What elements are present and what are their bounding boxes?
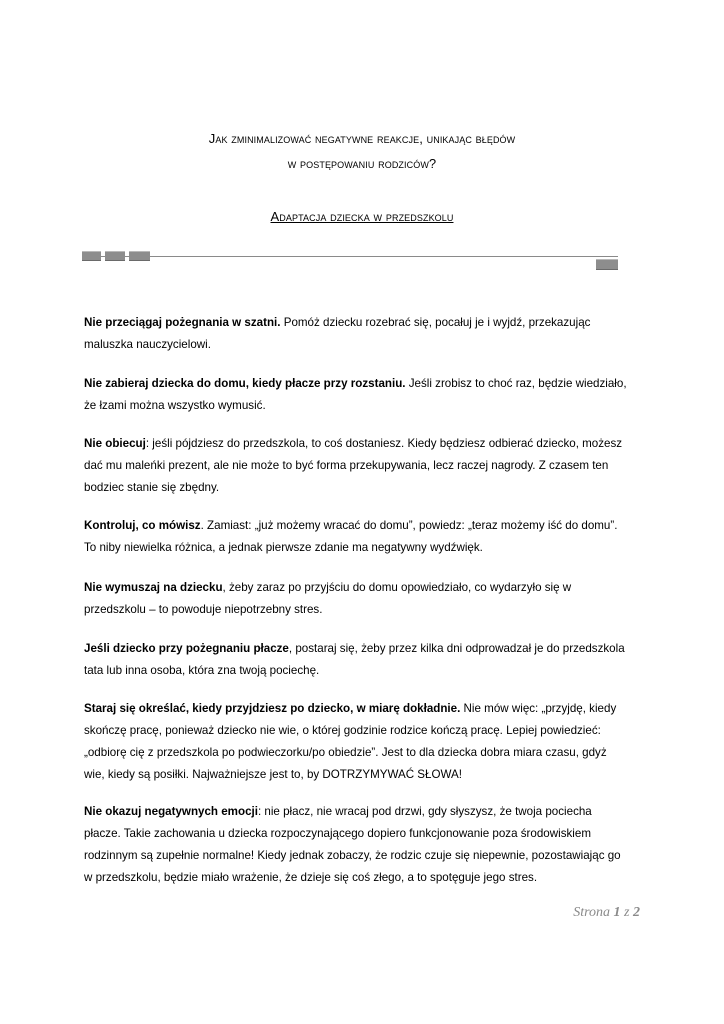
page-subtitle: Adaptacja dziecka w przedszkolu bbox=[270, 209, 454, 224]
paragraph-text: „odbiorę cię z przedszkola po podwieczorku/po obiedzie”. Jest to dla dziecka dobra miara czasu, gdyż bbox=[84, 746, 607, 759]
paragraph-text: To niby niewielka różnica, a jednak pierwsze zdanie ma negatywny wydźwięk. bbox=[84, 541, 483, 554]
paragraph-text: tata lub inna osoba, która zna twoją pociechę. bbox=[84, 664, 320, 677]
paragraph bbox=[84, 312, 644, 356]
divider-block bbox=[105, 251, 125, 261]
divider-block bbox=[596, 259, 618, 270]
page-label: Strona bbox=[573, 905, 611, 920]
paragraph-text: przedszkolu – to powoduje niepotrzebny stres. bbox=[84, 603, 323, 616]
paragraph-lead: w miarę dokładnie. bbox=[356, 702, 461, 715]
paragraph bbox=[84, 577, 644, 621]
paragraph-text: rodzinnym są zupełnie normalne! Kiedy jednak zobaczy, że rodzic czuje się niepewnie, pozostawiając go bbox=[84, 849, 621, 862]
paragraph-text: : jeśli pójdziesz do przedszkola, to coś dostaniesz. Kiedy będziesz odbierać dziecko, możesz bbox=[145, 437, 623, 450]
divider-line bbox=[82, 256, 618, 257]
paragraph-text: , postaraj się, żeby przez kilka dni odprowadzał je do przedszkola bbox=[288, 642, 625, 655]
paragraph-text: dać mu maleńki prezent, ale nie może to być forma przekupywania, lecz raczej nagrody. Z czasem ten bbox=[84, 459, 609, 472]
paragraph bbox=[84, 373, 644, 417]
paragraph bbox=[84, 515, 644, 559]
paragraph-text: . Zamiast: „już możemy wracać do domu”, powiedz: „teraz możemy iść do domu”. bbox=[200, 519, 618, 532]
paragraph bbox=[84, 433, 644, 499]
paragraph-lead: Nie przeciągaj pożegnania w szatni. bbox=[84, 316, 281, 329]
paragraph-text: skończę pracę, ponieważ dziecko nie wie, o której godzinie rodzice kończą pracę. Lepiej powiedzieć: bbox=[84, 724, 601, 737]
paragraph bbox=[84, 638, 644, 682]
paragraph-text: że łzami można wszystko wymusić. bbox=[84, 399, 266, 412]
paragraph-lead: Nie obiecuj bbox=[84, 437, 146, 450]
page-total: 2 bbox=[633, 905, 640, 920]
paragraph bbox=[84, 801, 644, 889]
paragraph-lead: Nie wymuszaj na dziecku bbox=[84, 581, 223, 594]
paragraph-text: , żeby zaraz po przyjściu do domu opowiedziało, co wydarzyło się w bbox=[222, 581, 572, 594]
paragraph-lead: Kontroluj, co mówisz bbox=[84, 519, 201, 532]
page-of: z bbox=[624, 905, 630, 920]
paragraph-text: wie, kiedy są posiłki. Najważniejsze jest to, by DOTRZYMYWAĆ SŁOWA! bbox=[84, 768, 462, 781]
page-title-line2: w postępowaniu rodziców? bbox=[287, 156, 437, 171]
paragraph-lead: Staraj się określać, kiedy przyjdziesz po dziecko bbox=[84, 702, 351, 715]
page-current: 1 bbox=[613, 905, 621, 920]
paragraph-lead: Nie okazuj negatywnych emocji bbox=[84, 805, 258, 818]
paragraph-text: Nie mów więc: „przyjdę, kiedy bbox=[460, 702, 617, 715]
paragraph-text: Jeśli zrobisz to choć raz, będzie wiedziało, bbox=[405, 377, 627, 390]
page-title-line1: Jak zminimalizować negatywne reakcje, unikając błędów bbox=[208, 131, 516, 146]
paragraph-text: Pomóż dziecku rozebrać się, pocałuj je i wyjdź, przekazując bbox=[280, 316, 591, 329]
divider-block bbox=[82, 251, 101, 261]
paragraph-text: : nie płacz, nie wracaj pod drzwi, gdy słyszysz, że twoja pociecha bbox=[257, 805, 592, 818]
paragraph-text: płacze. Takie zachowania u dziecka rozpoczynającego dopiero funkcjonowanie poza środowiskiem bbox=[84, 827, 591, 840]
paragraph-text: w przedszkolu, będzie miało wrażenie, że dzieje się coś złego, a to spotęguje jego stres. bbox=[84, 871, 538, 884]
paragraph-text: bodziec stanie się zbędny. bbox=[84, 481, 220, 494]
paragraph-text: maluszka nauczycielowi. bbox=[84, 338, 211, 351]
divider-block bbox=[129, 251, 150, 261]
paragraph bbox=[84, 698, 644, 786]
page-number bbox=[573, 905, 640, 921]
paragraph-lead: , bbox=[350, 702, 357, 715]
paragraph-lead: Nie zabieraj dziecka do domu, kiedy płacze przy rozstaniu. bbox=[84, 377, 406, 390]
paragraph-lead: Jeśli dziecko przy pożegnaniu płacze bbox=[84, 642, 289, 655]
